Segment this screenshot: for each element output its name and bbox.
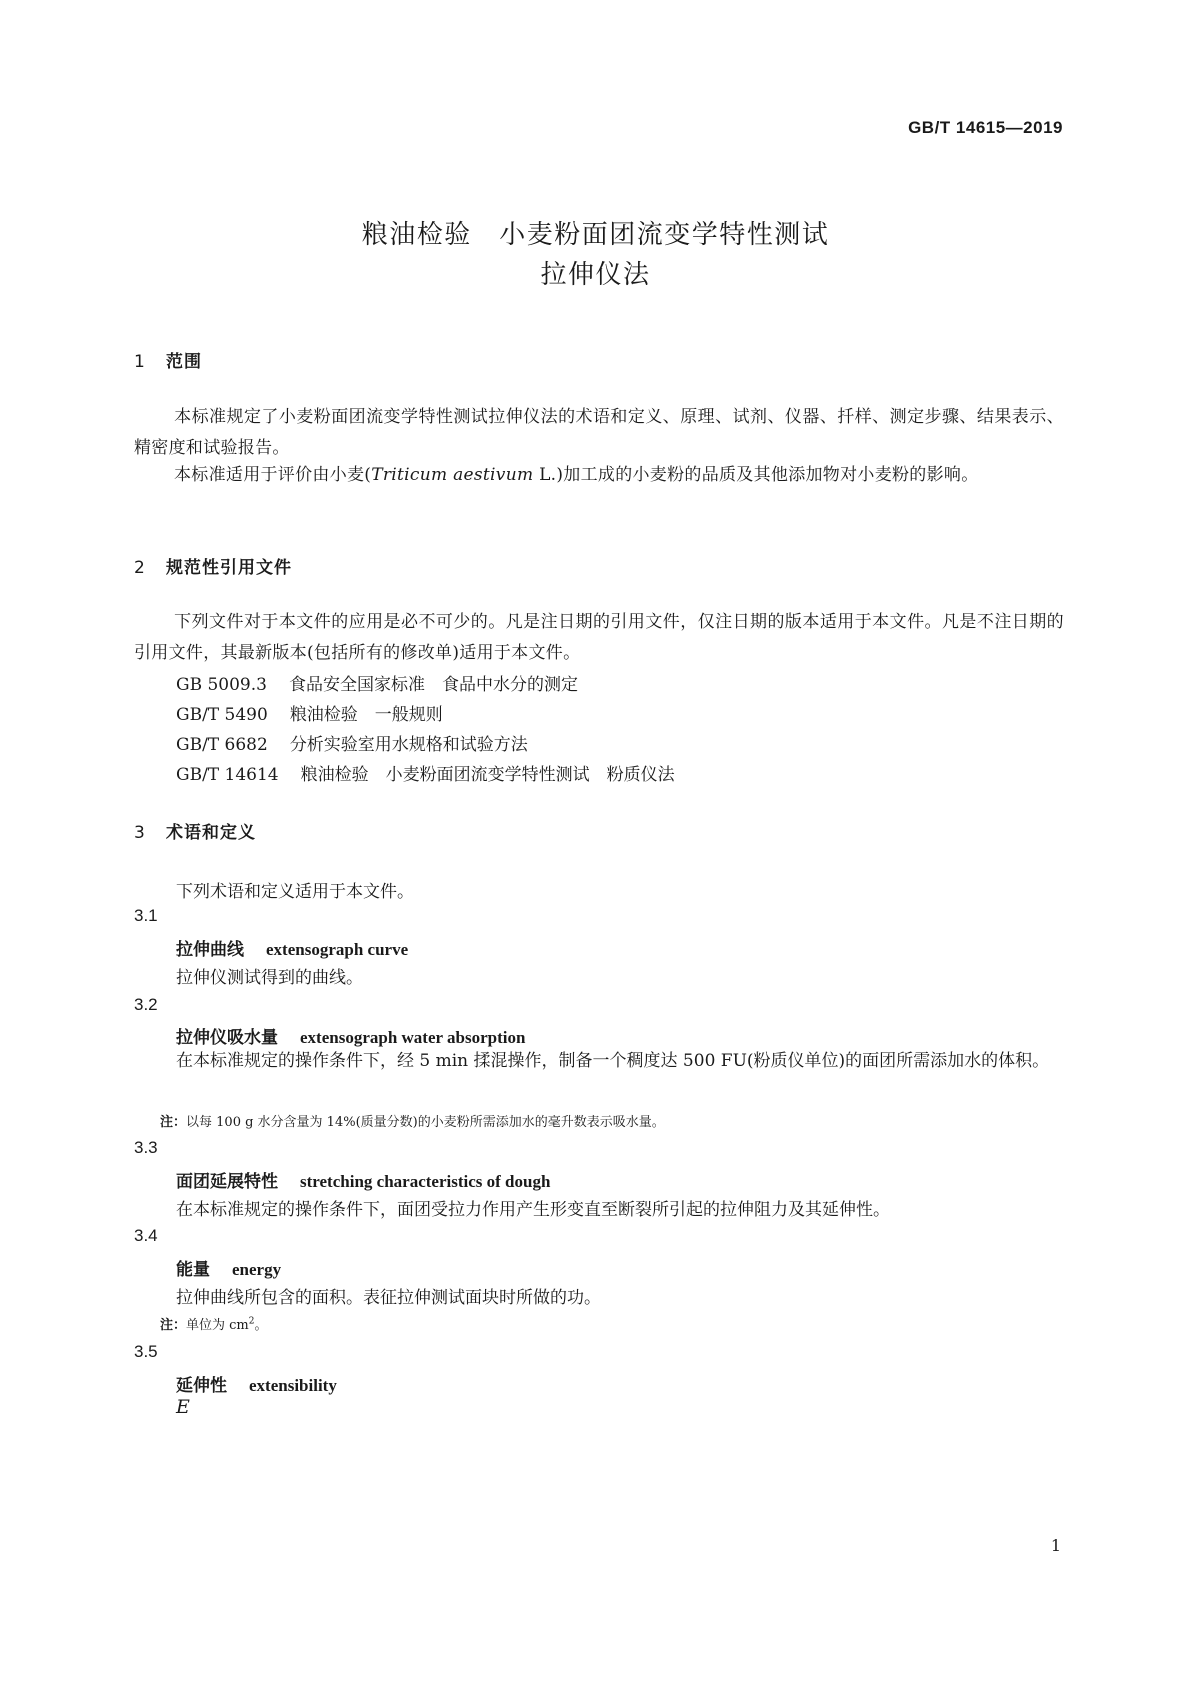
note-label: 注： <box>160 1115 187 1130</box>
term-en: extensograph water absorption <box>300 1028 526 1047</box>
section-2-title: 规范性引用文件 <box>166 558 292 578</box>
reference-item <box>176 730 528 755</box>
term-en: extensograph curve <box>266 940 409 959</box>
clause-number: 3.4 <box>134 1226 158 1245</box>
reference-code: GB/T 6682 <box>176 735 268 755</box>
term-definition: 在本标准规定的操作条件下，面团受拉力作用产生形变直至断裂所引起的拉伸阻力及其延伸性。 <box>176 1200 890 1220</box>
section-3-number: 3 <box>134 823 146 843</box>
clause-number: 3.5 <box>134 1342 158 1361</box>
section-1-title: 范围 <box>166 352 202 372</box>
document-title-line-2: 拉伸仪法 <box>540 260 651 290</box>
term-zh: 拉伸仪吸水量 <box>176 1028 278 1048</box>
term-heading <box>176 1371 337 1396</box>
reference-item <box>176 700 443 725</box>
note-text: 单位为 cm <box>186 1318 249 1333</box>
term-zh: 延伸性 <box>176 1376 227 1396</box>
term-heading <box>176 935 408 960</box>
reference-item <box>176 760 675 785</box>
reference-title: 粮油检验 小麦粉面团流变学特性测试 粉质仪法 <box>300 765 675 785</box>
section-1-heading <box>134 347 202 372</box>
standard-number: GB/T 14615—2019 <box>908 118 1063 137</box>
term-heading <box>176 1167 550 1192</box>
section-1-paragraph-2-post: L.)加工成的小麦粉的品质及其他添加物对小麦粉的影响。 <box>533 465 979 485</box>
section-1-paragraph-2-pre: 本标准适用于评价由小麦( <box>174 465 372 485</box>
section-3-title: 术语和定义 <box>166 823 256 843</box>
clause-number: 3.2 <box>134 995 158 1014</box>
section-1-paragraph-2 <box>134 460 1064 491</box>
term-zh: 能量 <box>176 1260 210 1280</box>
reference-item <box>176 670 578 695</box>
term-zh: 面团延展特性 <box>176 1172 278 1192</box>
note-text-end: 。 <box>254 1318 268 1333</box>
term-en: energy <box>232 1260 282 1279</box>
section-2-paragraph-text: 下列文件对于本文件的应用是必不可少的。凡是注日期的引用文件，仅注日期的版本适用于本文件。凡是不注日期的引用文件，其最新版本(包括所有的修改单)适用于本文件。 <box>134 612 1064 663</box>
term-heading <box>176 1023 525 1048</box>
clause-number: 3.1 <box>134 906 158 925</box>
note-text: 以每 100 g 水分含量为 14%(质量分数)的小麦粉所需添加水的毫升数表示吸水量。 <box>186 1115 665 1130</box>
note-label: 注： <box>160 1318 187 1333</box>
section-2-paragraph <box>134 607 1064 669</box>
section-2-number: 2 <box>134 558 146 578</box>
section-2-heading <box>134 553 292 578</box>
term-zh: 拉伸曲线 <box>176 940 244 960</box>
term-definition <box>134 1046 1064 1077</box>
note-superscript: 2 <box>248 1316 255 1327</box>
reference-title: 分析实验室用水规格和试验方法 <box>289 735 528 755</box>
clause-number: 3.3 <box>134 1138 158 1157</box>
document-title-line-1: 粮油检验 小麦粉面团流变学特性测试 <box>361 220 830 250</box>
section-1-number: 1 <box>134 352 146 372</box>
section-1-paragraph-1-text: 本标准规定了小麦粉面团流变学特性测试拉伸仪法的术语和定义、原理、试剂、仪器、扦样、测定步骤、结果表示、精密度和试验报告。 <box>134 407 1064 458</box>
term-note <box>160 1314 268 1333</box>
term-en: stretching characteristics of dough <box>300 1172 551 1191</box>
reference-code: GB/T 5490 <box>176 705 268 725</box>
term-symbol: E <box>176 1396 190 1418</box>
term-definition: 拉伸仪测试得到的曲线。 <box>176 968 363 988</box>
term-definition: 拉伸曲线所包含的面积。表征拉伸测试面块时所做的功。 <box>176 1288 601 1308</box>
section-3-intro: 下列术语和定义适用于本文件。 <box>176 882 414 902</box>
term-definition-text: 在本标准规定的操作条件下，经 5 min 揉混操作，制备一个稠度达 500 FU(粉质仪单位)的面团所需添加水的体积。 <box>176 1051 1050 1071</box>
term-heading <box>176 1255 281 1280</box>
reference-title: 食品安全国家标准 食品中水分的测定 <box>288 675 578 695</box>
reference-code: GB/T 14614 <box>176 765 279 785</box>
page-number: 1 <box>1050 1536 1061 1555</box>
reference-title: 粮油检验 一般规则 <box>289 705 443 725</box>
section-3-heading <box>134 818 256 843</box>
reference-code: GB 5009.3 <box>176 675 267 695</box>
term-en: extensibility <box>249 1376 337 1395</box>
term-note <box>160 1111 665 1130</box>
section-1-paragraph-1 <box>134 402 1064 464</box>
species-name: Triticum aestivum <box>371 465 534 485</box>
